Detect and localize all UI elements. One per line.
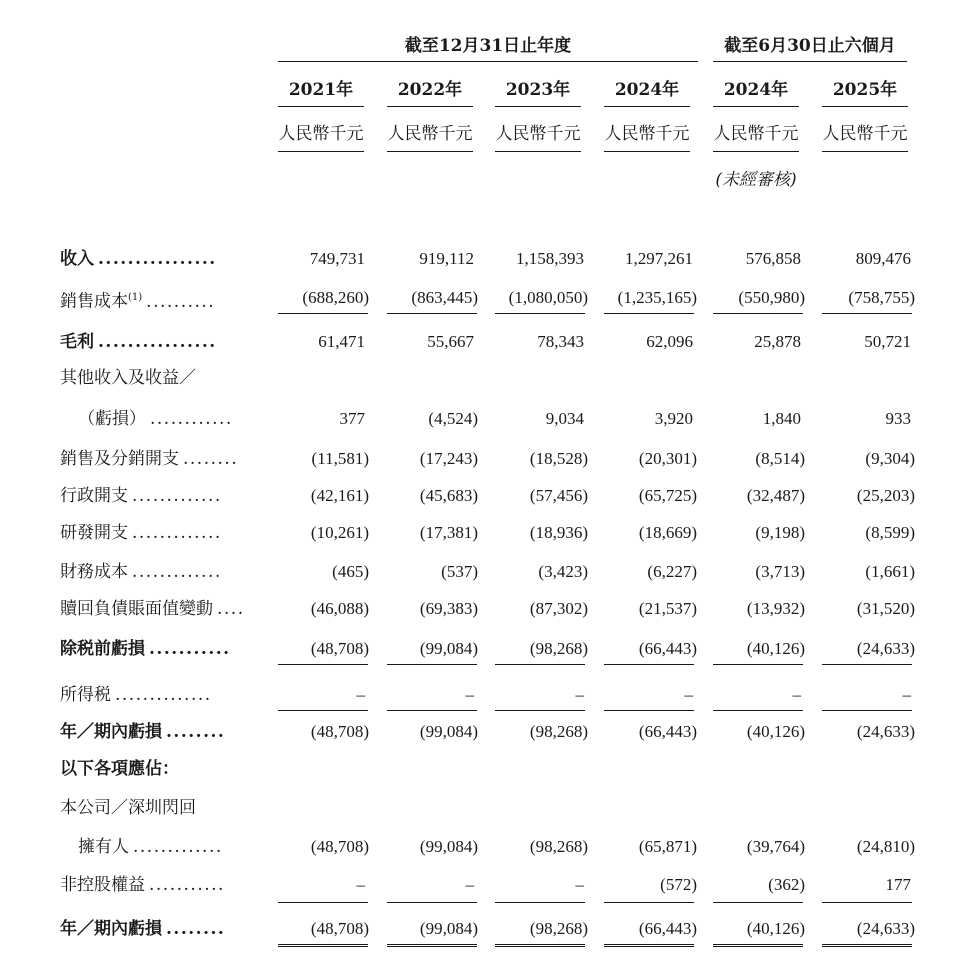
cell-r16-c3: (572) [660, 875, 697, 894]
column-unit-rule-5 [822, 151, 908, 152]
cell-r9-c0: (46,088) [310, 599, 369, 618]
total-double-rule-5 [822, 944, 912, 950]
cell-r10-c4: (40,126) [746, 639, 805, 658]
column-year-2: 2023年 [505, 80, 571, 100]
cell-r9-c3: (21,537) [638, 599, 697, 618]
cell-r17-c3: (66,443) [638, 919, 697, 938]
subtotal-rule-tax-4 [713, 710, 803, 711]
subtotal-rule-tax-0 [278, 710, 368, 711]
column-year-1: 2022年 [397, 80, 463, 100]
subtotal-rule-pretax-4 [713, 664, 803, 665]
cell-r12-c5: (24,633) [856, 722, 915, 741]
row-label-text: 除税前虧損 [60, 639, 145, 659]
row-label-text: 研發開支 [60, 523, 128, 543]
column-unit-rule-3 [604, 151, 690, 152]
column-unit-0: 人民幣千元 [278, 124, 364, 144]
cell-r5-c4: (8,514) [755, 449, 805, 468]
subtotal-rule-pretax-3 [604, 664, 694, 665]
row-label-3 [60, 367, 196, 389]
row-label-4 [78, 408, 233, 430]
cell-r4-c4: 1,840 [762, 409, 801, 428]
cell-r1-c0: (688,260) [302, 288, 369, 307]
cell-r12-c2: (98,268) [529, 722, 588, 741]
cell-r1-c3: (1,235,165) [617, 288, 697, 307]
cell-r7-c0: (10,261) [310, 523, 369, 542]
subtotal-rule-pretax-2 [495, 664, 585, 665]
cell-r6-c3: (65,725) [638, 486, 697, 505]
row-label-16 [60, 874, 225, 896]
subtotal-rule-gross-1 [387, 313, 477, 314]
cell-r0-c3: 1,297,261 [625, 249, 693, 268]
column-year-rule-4 [713, 106, 799, 107]
cell-r8-c4: (3,713) [755, 562, 805, 581]
column-unit-rule-2 [495, 151, 581, 152]
row-label-leader: ........ [166, 722, 226, 742]
header-group-year: 截至12月31日止年度 [404, 36, 572, 56]
subtotal-rule-pretax-0 [278, 664, 368, 665]
cell-r4-c1: (4,524) [428, 409, 478, 428]
header-group-year-rule [278, 61, 698, 62]
column-year-0: 2021年 [288, 80, 354, 100]
cell-r2-c2: 78,343 [537, 332, 584, 351]
cell-r15-c1: (99,084) [419, 837, 478, 856]
column-unit-5: 人民幣千元 [822, 124, 908, 144]
subtotal-rule-gross-4 [713, 313, 803, 314]
row-label-17 [60, 918, 225, 940]
row-label-5 [60, 448, 238, 470]
row-label-leader: ............ [150, 409, 233, 429]
row-label-text: 銷售成本 [60, 291, 128, 312]
cell-r7-c5: (8,599) [865, 523, 915, 542]
subtotal-rule-tax-2 [495, 710, 585, 711]
cell-r7-c1: (17,381) [419, 523, 478, 542]
row-label-leader: ................ [98, 249, 217, 269]
cell-r15-c3: (65,871) [638, 837, 697, 856]
subtotal-rule-gross-2 [495, 313, 585, 314]
cell-r17-c0: (48,708) [310, 919, 369, 938]
column-year-rule-1 [387, 106, 473, 107]
cell-r6-c4: (32,487) [746, 486, 805, 505]
subtotal-rule-tax-1 [387, 710, 477, 711]
row-label-2 [60, 331, 217, 353]
cell-r11-c2: – [575, 685, 584, 704]
row-label-leader: .... [217, 599, 245, 619]
column-year-4: 2024年 [723, 80, 789, 100]
cell-r6-c1: (45,683) [419, 486, 478, 505]
row-label-text: 財務成本 [60, 562, 128, 582]
cell-r5-c1: (17,243) [419, 449, 478, 468]
cell-r12-c3: (66,443) [638, 722, 697, 741]
column-unit-rule-0 [278, 151, 364, 152]
cell-r4-c0: 377 [339, 409, 365, 428]
row-label-text: 所得税 [60, 685, 111, 705]
cell-r8-c1: (537) [441, 562, 478, 581]
column-unit-3: 人民幣千元 [604, 124, 690, 144]
row-label-10 [60, 638, 231, 660]
row-label-9 [60, 598, 245, 620]
cell-r7-c2: (18,936) [529, 523, 588, 542]
cell-r11-c3: – [684, 685, 693, 704]
subtotal-rule-minority-3 [604, 902, 694, 903]
cell-r9-c5: (31,520) [856, 599, 915, 618]
cell-r7-c4: (9,198) [755, 523, 805, 542]
subtotal-rule-minority-1 [387, 902, 477, 903]
row-label-7 [60, 522, 222, 544]
cell-r2-c5: 50,721 [864, 332, 911, 351]
cell-r12-c4: (40,126) [746, 722, 805, 741]
cell-r12-c1: (99,084) [419, 722, 478, 741]
row-label-text: 行政開支 [60, 486, 128, 506]
cell-r0-c2: 1,158,393 [516, 249, 584, 268]
row-label-leader: .............. [115, 685, 212, 705]
cell-r0-c1: 919,112 [419, 249, 474, 268]
subtotal-rule-minority-5 [822, 902, 912, 903]
cell-r16-c5: 177 [885, 875, 911, 894]
column-unit-2: 人民幣千元 [495, 124, 581, 144]
cell-r6-c5: (25,203) [856, 486, 915, 505]
cell-r15-c0: (48,708) [310, 837, 369, 856]
total-double-rule-3 [604, 944, 694, 950]
cell-r11-c4: – [792, 685, 801, 704]
cell-r9-c4: (13,932) [746, 599, 805, 618]
cell-r16-c1: – [465, 875, 474, 894]
subtotal-rule-tax-5 [822, 710, 912, 711]
column-year-rule-5 [822, 106, 908, 107]
header-group-half-rule [713, 61, 907, 62]
subtotal-rule-gross-3 [604, 313, 694, 314]
column-unit-rule-1 [387, 151, 473, 152]
row-label-6 [60, 485, 222, 507]
cell-r5-c0: (11,581) [311, 449, 369, 468]
cell-r0-c5: 809,476 [855, 249, 911, 268]
row-label-13 [60, 758, 179, 780]
row-label-leader: ........... [149, 875, 225, 895]
cell-r2-c3: 62,096 [646, 332, 693, 351]
row-label-leader: ............. [133, 837, 223, 857]
row-label-text: 銷售及分銷開支 [60, 449, 179, 469]
cell-r11-c5: – [902, 685, 911, 704]
cell-r0-c4: 576,858 [745, 249, 801, 268]
column-year-3: 2024年 [614, 80, 680, 100]
cell-r15-c4: (39,764) [746, 837, 805, 856]
cell-r17-c1: (99,084) [419, 919, 478, 938]
cell-r17-c2: (98,268) [529, 919, 588, 938]
row-label-text: 其他收入及收益／ [60, 368, 196, 388]
column-unit-rule-4 [713, 151, 799, 152]
row-label-text: 擁有人 [78, 837, 129, 857]
cell-r16-c4: (362) [768, 875, 805, 894]
subtotal-rule-minority-4 [713, 902, 803, 903]
column-note-4: (未經審核) [715, 170, 797, 190]
row-label-14 [60, 797, 196, 819]
subtotal-rule-minority-2 [495, 902, 585, 903]
cell-r2-c0: 61,471 [318, 332, 365, 351]
row-label-0 [60, 248, 217, 270]
row-label-leader: ............. [132, 562, 222, 582]
cell-r8-c0: (465) [332, 562, 369, 581]
row-label-leader: ............. [132, 486, 222, 506]
row-label-text: 非控股權益 [60, 875, 145, 895]
subtotal-rule-gross-0 [278, 313, 368, 314]
cell-r9-c1: (69,383) [419, 599, 478, 618]
row-label-text: 贖回負債賬面值變動 [60, 599, 213, 619]
column-year-rule-0 [278, 106, 364, 107]
cell-r10-c3: (66,443) [638, 639, 697, 658]
row-label-text: 本公司／深圳閃回 [60, 798, 196, 818]
row-label-leader: .......... [146, 291, 216, 312]
cell-r2-c4: 25,878 [754, 332, 801, 351]
cell-r6-c0: (42,161) [310, 486, 369, 505]
column-unit-4: 人民幣千元 [713, 124, 799, 144]
cell-r7-c3: (18,669) [638, 523, 697, 542]
cell-r5-c2: (18,528) [529, 449, 588, 468]
cell-r1-c5: (758,755) [848, 288, 915, 307]
row-label-12 [60, 721, 225, 743]
cell-r1-c4: (550,980) [738, 288, 805, 307]
row-label-footnote: (1) [128, 292, 143, 303]
cell-r15-c2: (98,268) [529, 837, 588, 856]
column-year-5: 2025年 [832, 80, 898, 100]
cell-r4-c2: 9,034 [545, 409, 584, 428]
cell-r11-c0: – [356, 685, 365, 704]
row-label-leader: ........... [149, 639, 231, 659]
column-year-rule-3 [604, 106, 690, 107]
cell-r17-c5: (24,633) [856, 919, 915, 938]
row-label-15 [78, 836, 223, 858]
total-double-rule-4 [713, 944, 803, 950]
cell-r4-c3: 3,920 [654, 409, 693, 428]
cell-r2-c1: 55,667 [427, 332, 474, 351]
row-label-text: （虧損） [78, 409, 146, 429]
cell-r5-c5: (9,304) [865, 449, 915, 468]
cell-r15-c5: (24,810) [856, 837, 915, 856]
cell-r10-c5: (24,633) [856, 639, 915, 658]
row-label-8 [60, 561, 222, 583]
subtotal-rule-pretax-1 [387, 664, 477, 665]
cell-r10-c1: (99,084) [419, 639, 478, 658]
row-label-11 [60, 684, 212, 706]
cell-r8-c2: (3,423) [538, 562, 588, 581]
cell-r1-c1: (863,445) [411, 288, 478, 307]
cell-r16-c0: – [356, 875, 365, 894]
row-label-leader: ........ [166, 919, 226, 939]
row-label-text: 年／期內虧損 [60, 919, 162, 939]
subtotal-rule-tax-3 [604, 710, 694, 711]
row-label-text: 毛利 [60, 332, 94, 352]
cell-r11-c1: – [465, 685, 474, 704]
cell-r17-c4: (40,126) [746, 919, 805, 938]
cell-r5-c3: (20,301) [638, 449, 697, 468]
row-label-leader: ........ [183, 449, 239, 469]
cell-r6-c2: (57,456) [529, 486, 588, 505]
cell-r0-c0: 749,731 [309, 249, 365, 268]
subtotal-rule-gross-5 [822, 313, 912, 314]
row-label-1 [60, 287, 215, 313]
cell-r10-c0: (48,708) [310, 639, 369, 658]
row-label-text: 年／期內虧損 [60, 722, 162, 742]
cell-r1-c2: (1,080,050) [508, 288, 588, 307]
cell-r4-c5: 933 [885, 409, 911, 428]
cell-r10-c2: (98,268) [529, 639, 588, 658]
column-year-rule-2 [495, 106, 581, 107]
row-label-text: 以下各項應佔： [60, 759, 179, 779]
cell-r12-c0: (48,708) [310, 722, 369, 741]
total-double-rule-1 [387, 944, 477, 950]
total-double-rule-2 [495, 944, 585, 950]
row-label-text: 收入 [60, 249, 94, 269]
subtotal-rule-minority-0 [278, 902, 368, 903]
subtotal-rule-pretax-5 [822, 664, 912, 665]
row-label-leader: ............. [132, 523, 222, 543]
cell-r8-c5: (1,661) [865, 562, 915, 581]
cell-r16-c2: – [575, 875, 584, 894]
cell-r9-c2: (87,302) [529, 599, 588, 618]
column-unit-1: 人民幣千元 [387, 124, 473, 144]
header-group-half: 截至6月30日止六個月 [724, 36, 896, 56]
total-double-rule-0 [278, 944, 368, 950]
row-label-leader: ................ [98, 332, 217, 352]
cell-r8-c3: (6,227) [647, 562, 697, 581]
